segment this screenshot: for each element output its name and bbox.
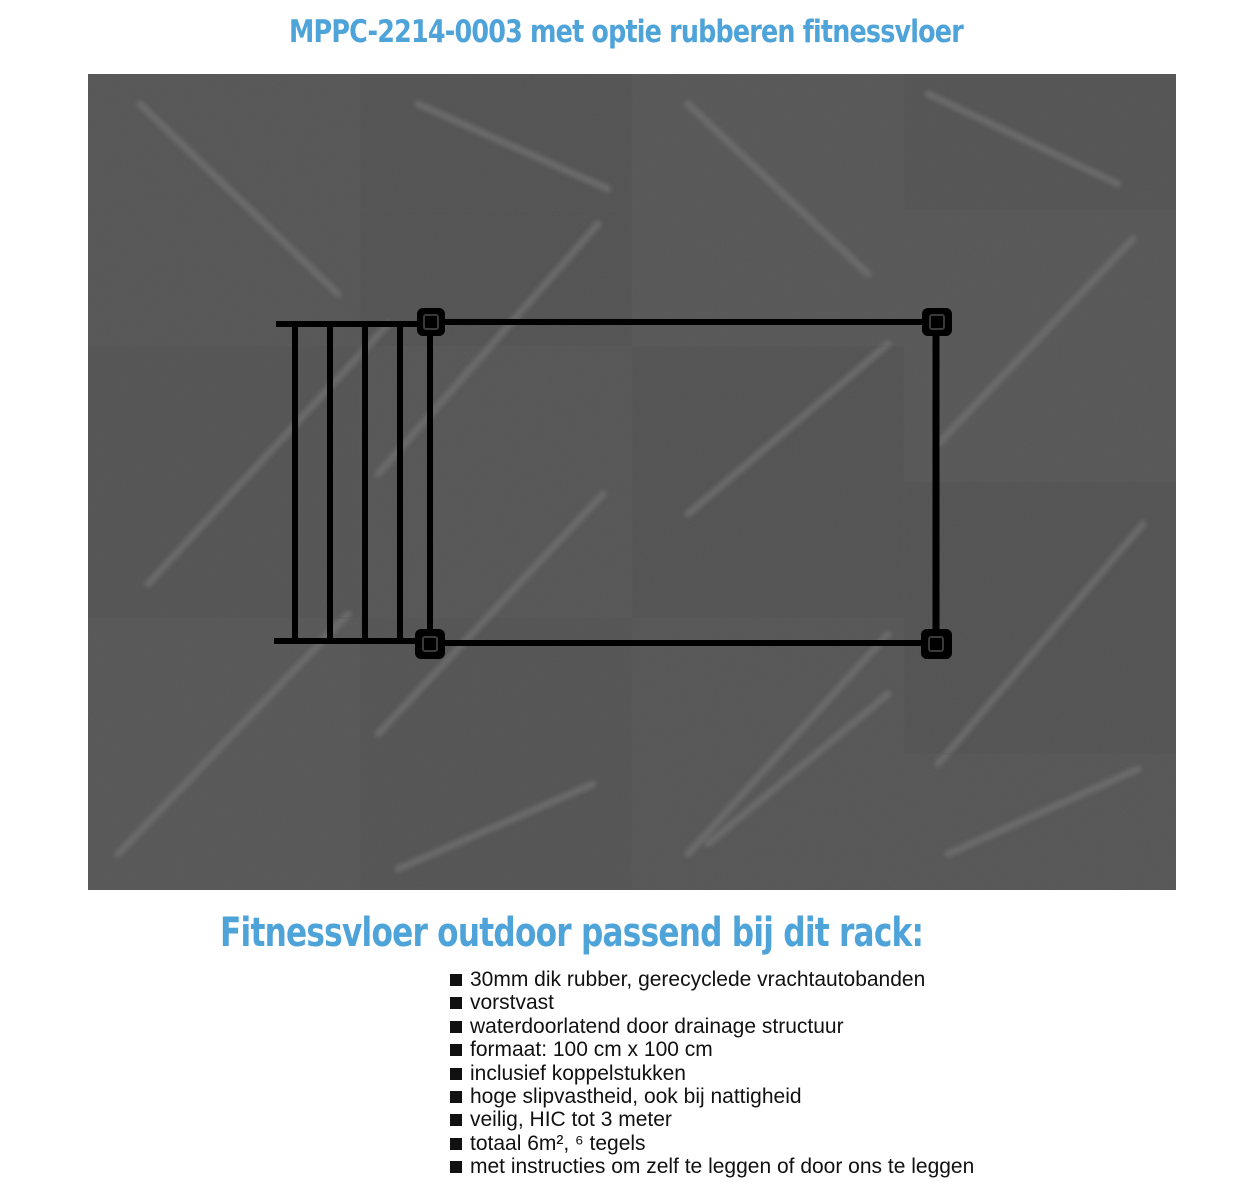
square-bullet-icon (450, 1091, 462, 1103)
feature-item (450, 1155, 974, 1178)
corner-post-top-left (417, 308, 445, 336)
square-bullet-icon (450, 1021, 462, 1033)
feature-item (450, 1108, 974, 1131)
feature-text: formaat: 100 cm x 100 cm (470, 1038, 713, 1062)
square-bullet-icon (450, 1161, 462, 1173)
feature-text: veilig, HIC tot 3 meter (470, 1108, 672, 1132)
feature-item (450, 1132, 974, 1155)
feature-item (450, 1062, 974, 1085)
square-bullet-icon (450, 1138, 462, 1150)
feature-item (450, 1085, 974, 1108)
feature-item (450, 1015, 974, 1038)
feature-list (450, 968, 974, 1179)
corner-post-bottom-right (921, 629, 952, 659)
rubber-floor-diagram (88, 74, 1176, 890)
square-bullet-icon (450, 974, 462, 986)
feature-text: met instructies om zelf te leggen of door ons te leggen (470, 1155, 975, 1179)
feature-item (450, 1038, 974, 1061)
square-bullet-icon (450, 1044, 462, 1056)
square-bullet-icon (450, 1114, 462, 1126)
floor-subtitle: Fitnessvloer outdoor passend bij dit rack: (220, 910, 924, 956)
floor-svg (88, 74, 1176, 890)
corner-post-top-right (922, 308, 952, 336)
feature-text: hoge slipvastheid, ook bij nattigheid (470, 1085, 802, 1109)
feature-item (450, 968, 974, 991)
feature-item (450, 991, 974, 1014)
feature-text: vorstvast (470, 991, 555, 1015)
feature-text: totaal 6m², ⁶ tegels (470, 1131, 646, 1155)
feature-text: inclusief koppelstukken (470, 1061, 686, 1085)
corner-post-bottom-left (415, 629, 445, 659)
feature-text: 30mm dik rubber, gerecyclede vrachtautobanden (470, 968, 926, 991)
feature-text: waterdoorlatend door drainage structuur (470, 1014, 844, 1038)
page-title: MPPC-2214-0003 met optie rubberen fitnessvloer (289, 14, 963, 50)
square-bullet-icon (450, 997, 462, 1009)
square-bullet-icon (450, 1068, 462, 1080)
